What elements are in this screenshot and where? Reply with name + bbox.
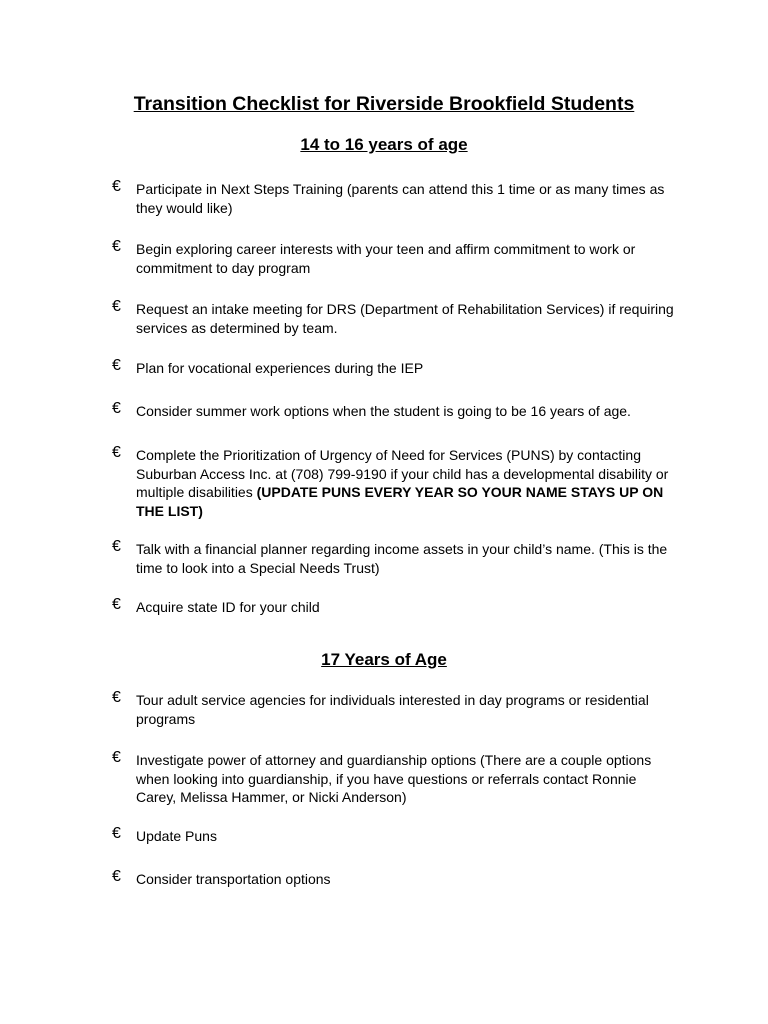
euro-bullet-icon: € <box>112 825 121 842</box>
euro-bullet-icon: € <box>112 538 121 555</box>
euro-bullet-icon: € <box>112 238 121 255</box>
item-text: Acquire state ID for your child <box>136 599 320 615</box>
euro-bullet-icon: € <box>112 298 121 315</box>
item-text: Request an intake meeting for DRS (Department of Rehabilitation Services) if requiring services as determined by team. <box>136 301 674 336</box>
euro-bullet-icon: € <box>112 178 121 195</box>
item-text: Tour adult service agencies for individuals interested in day programs or residential programs <box>136 692 649 727</box>
item-text: Consider summer work options when the student is going to be 16 years of age. <box>136 403 631 419</box>
euro-bullet-icon: € <box>112 868 121 885</box>
item-text: Investigate power of attorney and guardianship options (There are a couple options when looking into guardianship, if you have questions or referrals contact Ronnie Carey, Melissa Hammer, or Nicki Anderson) <box>136 752 652 805</box>
euro-bullet-icon: € <box>112 357 121 374</box>
page-title: Transition Checklist for Riverside Brookfield Students <box>133 93 635 115</box>
euro-bullet-icon: € <box>112 689 121 706</box>
item-text <box>136 446 676 520</box>
euro-bullet-icon: € <box>112 444 121 461</box>
item-text: Consider transportation options <box>136 871 331 887</box>
euro-bullet-icon: € <box>112 596 121 613</box>
item-text-plain: Complete the Prioritization of Urgency of Need for Services (PUNS) by contacting Suburban Access Inc. at (708) 799-9190 if your child has a developmental disability or multiple disabilities <box>136 447 669 500</box>
item-text-emphasis: (UPDATE PUNS EVERY YEAR SO YOUR NAME STAYS UP ON THE LIST) <box>136 484 664 519</box>
item-text: Update Puns <box>136 828 217 844</box>
item-text: Plan for vocational experiences during the IEP <box>136 360 424 376</box>
section-heading-14-16: 14 to 16 years of age <box>300 135 468 154</box>
item-text: Begin exploring career interests with your teen and affirm commitment to work or commitment to day program <box>136 241 636 276</box>
item-text: Participate in Next Steps Training (parents can attend this 1 time or as many times as they would like) <box>136 181 665 216</box>
item-text: Talk with a financial planner regarding income assets in your child’s name. (This is the time to look into a Special Needs Trust) <box>136 541 668 576</box>
euro-bullet-icon: € <box>112 400 121 417</box>
euro-bullet-icon: € <box>112 749 121 766</box>
section-heading-17: 17 Years of Age <box>321 650 447 669</box>
